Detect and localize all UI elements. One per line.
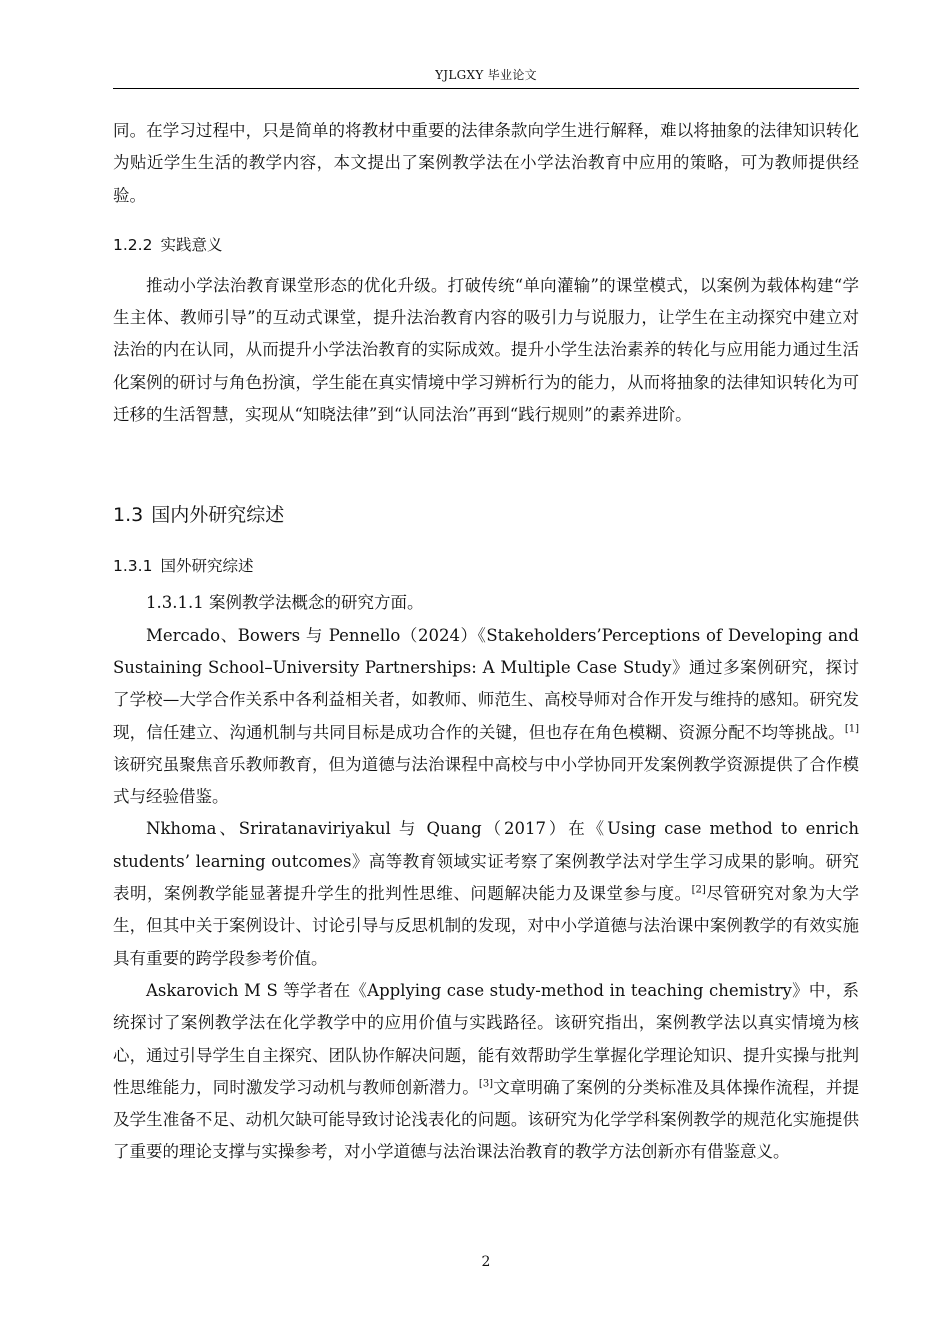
- section-title: 国外研究综述: [160, 557, 254, 576]
- section-number: 1.3.1: [113, 557, 153, 576]
- review-paragraph-1: [113, 620, 859, 814]
- section-heading-1-2-2: [113, 234, 859, 256]
- header-rule: [113, 88, 859, 89]
- intro-paragraph: 同。在学习过程中，只是简单的将教材中重要的法律条款向学生进行解释，难以将抽象的法律知识转化为贴近学生生活的教学内容，本文提出了案例教学法在小学法治教育中应用的策略，可为教师提供经验。: [113, 121, 859, 205]
- review-paragraph-2: [113, 813, 859, 974]
- sub-heading-1-3-1-1: 1.3.1.1 案例教学法概念的研究方面。: [146, 593, 424, 613]
- practical-significance-paragraph: 推动小学法治教育课堂形态的优化升级。打破传统“单向灌输”的课堂模式，以案例为载体构建“学生主体、教师引导”的互动式课堂，提升法治教育内容的吸引力与说服力，让学生在主动探究中建立对法治的内在认同，从而提升小学法治教育的实际成效。提升小学生法治素养的转化与应用能力通过生活化案例的研讨与角色扮演，学生能在真实情境中学习辨析行为的能力，从而将抽象的法律知识转化为可迁移的生活智慧，实现从“知晓法律”到“认同法治”再到“践行规则”的素养进阶。: [113, 275, 859, 425]
- paragraph-text: Mercado、Bowers 与 Pennello（2024）《Stakeholders’Perceptions of Developing and Sustaining School–University Partnerships: A Multiple Case Study》通过多案例研究，探讨了学校—大学合作关系中各利益相关者，如教师、师范生、高校导师对合作开发与维持的感知。研究发现，信任建立、沟通机制与共同目标是成功合作的关键，但也存在角色模糊、资源分配不均等挑战。: [113, 625, 859, 742]
- citation-ref: [2]: [691, 884, 706, 896]
- section-heading-1-3-1: [113, 555, 859, 577]
- citation-ref: [3]: [478, 1078, 494, 1090]
- citation-ref: [1]: [844, 723, 859, 735]
- paragraph-text: 该研究虽聚焦音乐教师教育，但为道德与法治课程中高校与中小学协同开发案例教学资源提供了合作模式与经验借鉴。: [113, 754, 859, 807]
- section-title: 国内外研究综述: [151, 504, 285, 527]
- paragraph-text: 文章明确了案例的分类标准及具体操作流程，并提及学生准备不足、动机欠缺可能导致讨论浅表化的问题。该研究为化学学科案例教学的规范化实施提供了重要的理论支撑与实操参考，对小学道德与法治课法治教育的教学方法创新亦有借鉴意义。: [113, 1077, 860, 1162]
- section-number: 1.2.2: [113, 235, 153, 254]
- page-number: 2: [481, 1254, 491, 1270]
- paragraph-text: Nkhoma、Sriratanaviriyakul 与 Quang（2017）在《Using case method to enrich students’ learning outcomes》高等教育领域实证考察了案例教学法对学生学习成果的影响。研究表明，案例教学能显著提升学生的批判性思维、问题解决能力及课堂参与度。: [113, 819, 859, 904]
- paragraph-text: Askarovich M S 等学者在《Applying case study-method in teaching chemistry》中，系统探讨了案例教学法在化学教学中的应用价值与实践路径。该研究指出，案例教学法以真实情境为核心，通过引导学生自主探究、团队协作解决问题，能有效帮助学生掌握化学理论知识、提升实操与批判性思维能力，同时激发学习动机与教师创新潜力。: [113, 980, 859, 1097]
- paragraph-text: 尽管研究对象为大学生，但其中关于案例设计、讨论引导与反思机制的发现，对中小学道德与法治课中案例教学的有效实施具有重要的跨学段参考价值。: [113, 884, 860, 968]
- section-heading-1-3: [113, 502, 859, 528]
- section-title: 实践意义: [160, 235, 223, 254]
- body-content: [113, 115, 859, 1169]
- review-paragraph-3: [113, 975, 859, 1169]
- running-header: YJLGXY 毕业论文: [435, 68, 537, 82]
- section-number: 1.3: [113, 504, 144, 527]
